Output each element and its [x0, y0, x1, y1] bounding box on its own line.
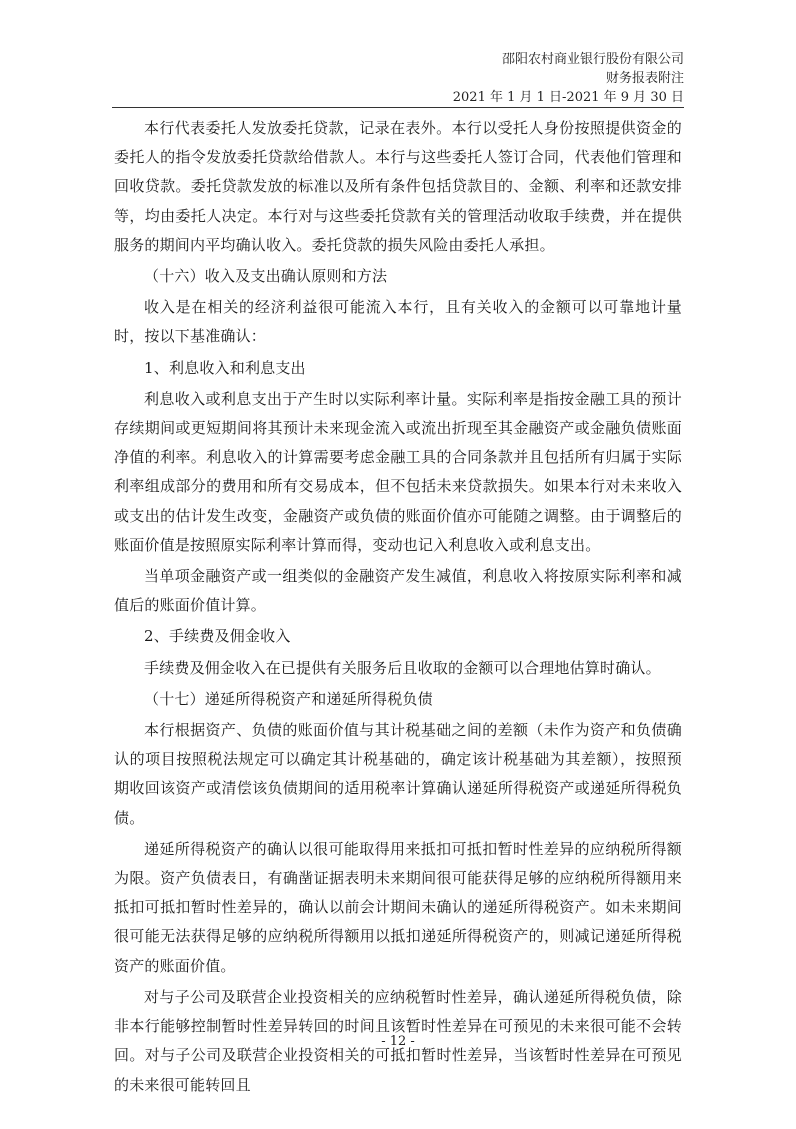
paragraph: 递延所得税资产的确认以很可能取得用来抵扣可抵扣暂时性差异的应纳税所得额为限。资产负债表日，有确凿证据表明未来期间很可能获得足够的应纳税所得额用来抵扣可抵扣暂时性差异的，确认以前会计期间未确认的递延所得税资产。如未来期间很可能无法获得足够的应纳税所得额用以抵扣递延所得税资产的，则减记递延所得税资产的账面价值。: [114, 839, 682, 975]
subsection-heading: 1、利息收入和利息支出: [144, 358, 306, 377]
paragraph: 本行根据资产、负债的账面价值与其计税基础之间的差额（未作为资产和负债确认的项目按照税法规定可以确定其计税基础的，确定该计税基础为其差额），按照预期收回该资产或清偿该负债期间的适用税率计算确认递延所得税资产或递延所得税负债。: [114, 721, 682, 827]
header-doc-title: 财务报表附注: [605, 71, 684, 86]
header-company: 邵阳农村商业银行股份有限公司: [501, 52, 684, 67]
paragraph: 对与子公司及联营企业投资相关的应纳税暂时性差异，确认递延所得税负债，除非本行能够控制暂时性差异转回的时间且该暂时性差异在可预见的未来很可能不会转回。对与子公司及联营企业投资相关的可抵扣暂时性差异，当该暂时性差异在可预见的未来很可能转回且: [114, 987, 682, 1094]
paragraph: 当单项金融资产或一组类似的金融资产发生减值，利息收入将按原实际利率和减值后的账面价值计算。: [114, 567, 682, 615]
paragraph: 手续费及佣金收入在已提供有关服务后且收取的金额可以合理地估算时确认。: [144, 658, 661, 677]
paragraph: 本行代表委托人发放委托贷款，记录在表外。本行以受托人身份按照提供资金的委托人的指令发放委托贷款给借款人。本行与这些委托人签订合同，代表他们管理和回收贷款。委托贷款发放的标准以及所有条件包括贷款目的、金额、利率和还款安排等，均由委托人决定。本行对与这些委托贷款有关的管理活动收取手续费，并在提供服务的期间内平均确认收入。委托贷款的损失风险由委托人承担。: [114, 119, 682, 254]
section-heading: （十七）递延所得税资产和递延所得税负债: [144, 689, 433, 708]
paragraph: 利息收入或利息支出于产生时以实际利率计量。实际利率是指按金融工具的预计存续期间或更短期间将其预计未来现金流入或流出折现至其金融资产或金融负债账面净值的利率。利息收入的计算需要考虑金融工具的合同条款并且包括所有归属于实际利率组成部分的费用和所有交易成本，但不包括未来贷款损失。如果本行对未来收入或支出的估计发生改变，金融资产或负债的账面价值亦可能随之调整。由于调整后的账面价值是按照原实际利率计算而得，变动也记入利息收入或利息支出。: [114, 389, 682, 554]
page-header: [453, 50, 684, 107]
page-number: - 12 -: [381, 1034, 415, 1049]
header-rule: [112, 107, 684, 108]
paragraph: 收入是在相关的经济利益很可能流入本行，且有关收入的金额可以可靠地计量时，按以下基准确认：: [114, 298, 682, 346]
subsection-heading: 2、手续费及佣金收入: [144, 627, 291, 646]
document-body: [114, 114, 682, 1100]
section-heading: （十六）收入及支出确认原则和方法: [144, 267, 388, 286]
header-period: 2021 年 1 月 1 日-2021 年 9 月 30 日: [452, 90, 684, 105]
